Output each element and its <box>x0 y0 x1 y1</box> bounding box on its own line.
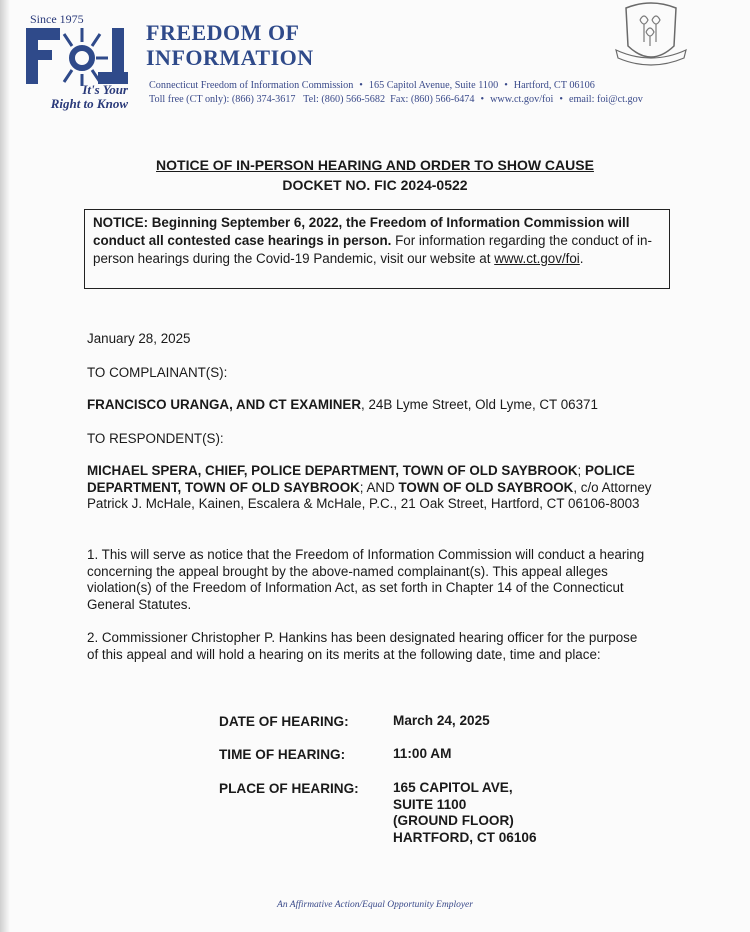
tagline-line-1: It's Your <box>82 82 128 97</box>
organization-name <box>146 20 314 70</box>
notice-text: For information regarding the conduct of in-person hearings during the Covid-19 Pandemic, visit our website at <box>93 233 652 266</box>
to-complainant-label: TO COMPLAINANT(S): <box>87 365 228 380</box>
commission-name: Connecticut Freedom of Information Commission <box>149 80 354 91</box>
foi-logo-icon <box>26 26 130 88</box>
complainant-address: , 24B Lyme Street, Old Lyme, CT 06371 <box>361 397 598 412</box>
email-link[interactable]: email: foi@ct.gov <box>568 94 643 105</box>
date-of-hearing-value: March 24, 2025 <box>393 713 490 728</box>
fax-number: Fax: (860) 566-6474 <box>390 94 475 105</box>
date-of-hearing-label: DATE OF HEARING: <box>219 714 349 729</box>
time-of-hearing-label: TIME OF HEARING: <box>219 747 346 762</box>
complainant-info <box>87 397 667 414</box>
respondent-info: MICHAEL SPERA, CHIEF, POLICE DEPARTMENT, TOWN OF OLD SAYBROOK; POLICE DEPARTMENT, TOWN OF OLD SAYBROOK; AND TOWN OF OLD SAYBROOK, c/o Attorney Patrick J. McHale, Kainen, Escalera & McHale, P.C., 21 Oak Street, Hartford, CT 06106-8003 <box>87 463 652 511</box>
commission-address: 165 Capitol Avenue, Suite 1100 <box>368 80 499 91</box>
website-link[interactable]: www.ct.gov/foi <box>490 94 554 105</box>
scan-edge-shadow <box>0 0 10 932</box>
place-line-2: SUITE 1100 <box>393 796 467 812</box>
contact-block: Connecticut Freedom of Information Commission • 165 Capitol Avenue, Suite 1100 • Hartford, CT 06106 Toll free (CT only): (866) 374-3617 Tel: (860) 566-5682 Fax: (860) 566-6474 • www.ct.gov/foi • email: foi@ct.gov <box>149 80 643 105</box>
toll-free-number: Toll free (CT only): (866) 374-3617 <box>149 94 296 105</box>
commission-city: Hartford, CT 06106 <box>513 80 595 91</box>
docket-number: DOCKET NO. FIC 2024-0522 <box>282 177 468 193</box>
place-of-hearing-label: PLACE OF HEARING: <box>219 781 359 796</box>
paragraph-2: 2. Commissioner Christopher P. Hankins has been designated hearing officer for the purpose of this appeal and will hold a hearing on its merits at the following date, time and place: <box>87 630 638 662</box>
notice-box: NOTICE: Beginning September 6, 2022, the Freedom of Information Commission will conduct all contested case hearings in person. For information regarding the conduct of in-person hearings during the Covid-19 Pandemic, visit our website at www.ct.gov/foi. <box>84 209 670 289</box>
tagline-line-2: Right to Know <box>50 96 128 111</box>
respondent-address: , c/o Attorney Patrick J. McHale, Kainen, Escalera & McHale, P.C., 21 Oak Street, Hartford, CT 06106-8003 <box>87 479 652 511</box>
since-label: Since 1975 <box>30 12 84 26</box>
telephone-number: Tel: (860) 566-5682 <box>303 94 386 105</box>
time-of-hearing-value: 11:00 AM <box>393 746 452 761</box>
notice-website-link[interactable]: www.ct.gov/foi <box>494 251 580 266</box>
paragraph-1: 1. This will serve as notice that the Freedom of Information Commission will conduct a hearing concerning the appeal brought by the above-named complainant(s). This appeal alleges violation(s) of the Freedom of Information Act, as set forth in Chapter 14 of the Connecticut General Statutes. <box>87 547 645 612</box>
notice-title: NOTICE OF IN-PERSON HEARING AND ORDER TO SHOW CAUSE <box>156 157 594 173</box>
org-name-line-1: FREEDOM OF <box>146 20 300 45</box>
place-line-1: 165 CAPITOL AVE, <box>393 780 513 795</box>
state-seal-icon <box>612 2 690 68</box>
notice-bold-text: NOTICE: Beginning September 6, 2022, the Freedom of Information Commission will conduct all contested case hearings in person. <box>93 215 630 248</box>
to-respondent-label: TO RESPONDENT(S): <box>87 431 224 446</box>
respondent-name-1: MICHAEL SPERA, CHIEF, POLICE DEPARTMENT, TOWN OF OLD SAYBROOK <box>87 463 578 478</box>
tagline <box>42 83 128 111</box>
place-of-hearing-value <box>393 780 537 846</box>
document-date: January 28, 2025 <box>87 331 191 346</box>
complainant-name: FRANCISCO URANGA, AND CT EXAMINER <box>87 397 362 412</box>
footer-text: An Affirmative Action/Equal Opportunity Employer <box>277 900 473 910</box>
respondent-name-2: POLICE DEPARTMENT, TOWN OF OLD SAYBROOK <box>87 463 635 495</box>
respondent-name-3: TOWN OF OLD SAYBROOK <box>398 479 574 495</box>
place-line-3: (GROUND FLOOR) <box>393 813 514 828</box>
place-line-4: HARTFORD, CT 06106 <box>393 829 537 845</box>
org-name-line-2: INFORMATION <box>146 45 314 70</box>
